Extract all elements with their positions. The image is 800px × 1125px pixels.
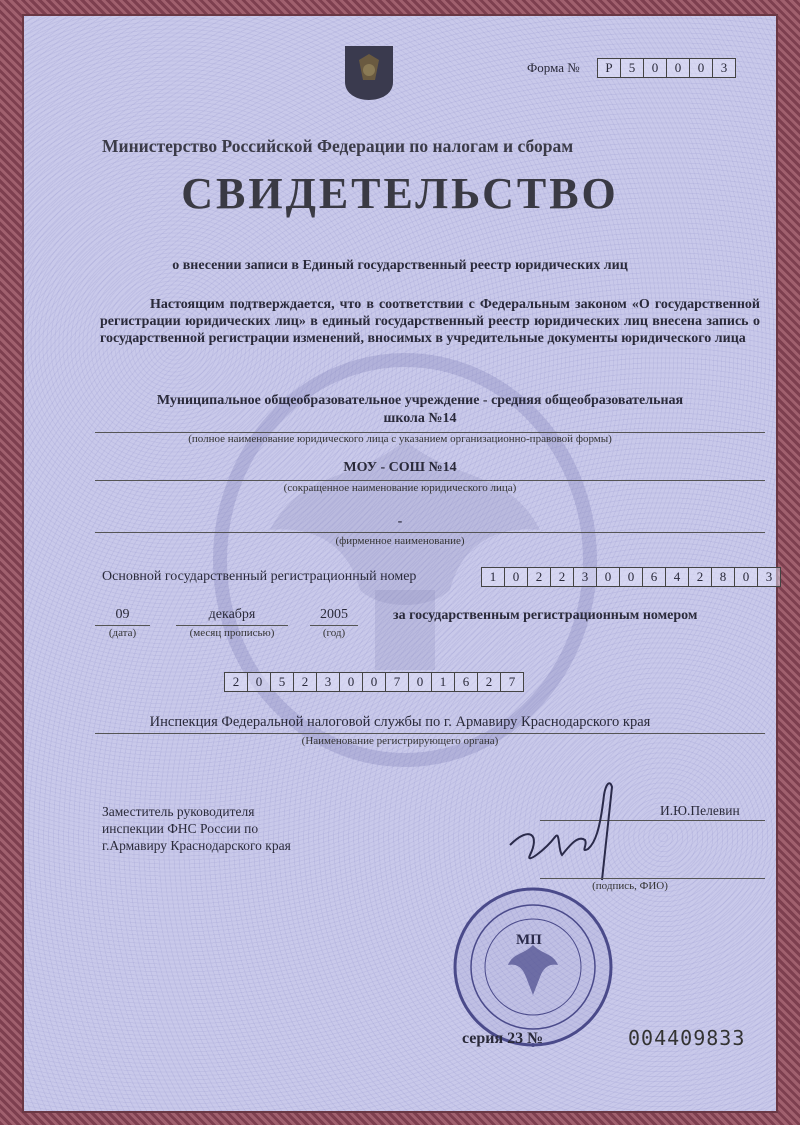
- form-number-label: Форма №: [527, 60, 580, 75]
- ogrn-digit: 3: [757, 567, 781, 587]
- signer-position: Заместитель руководителя инспекции ФНС России по г.Армавиру Краснодарского края: [102, 804, 291, 853]
- reg-digit: 2: [224, 672, 248, 692]
- ogrn-label: Основной государственный регистрационный номер: [102, 569, 417, 584]
- date-year-caption: (год): [322, 627, 346, 639]
- reg-digit: 0: [339, 672, 363, 692]
- reg-digit: 0: [247, 672, 271, 692]
- form-code-cell: 3: [712, 58, 736, 78]
- org-full-name-line2: школа №14: [383, 411, 457, 426]
- reg-digit: 2: [477, 672, 501, 692]
- org-short-name-underline: [95, 480, 765, 481]
- date-day-caption: (дата): [108, 627, 137, 639]
- series-number: 004409833: [628, 1026, 746, 1050]
- stamp-mark: МП: [516, 932, 542, 948]
- ogrn-digit: 8: [711, 567, 735, 587]
- ogrn-digit: 0: [596, 567, 620, 587]
- ministry-name: Министерство Российской Федерации по налогам и сборам: [102, 136, 574, 156]
- form-code-cells: [598, 58, 736, 78]
- handwritten-signature: [500, 775, 630, 885]
- reg-digit: 6: [454, 672, 478, 692]
- form-code-cell: 0: [643, 58, 667, 78]
- reg-digit: 3: [316, 672, 340, 692]
- ogrn-digit: 2: [550, 567, 574, 587]
- registering-authority-underline: [95, 733, 765, 734]
- ogrn-digit: 3: [573, 567, 597, 587]
- document-title: СВИДЕТЕЛЬСТВО: [181, 169, 619, 218]
- registering-authority-caption: (Наименование регистрирующего органа): [301, 735, 499, 747]
- date-month-underline: [176, 625, 288, 626]
- series-label: серия 23 №: [462, 1030, 544, 1047]
- statement-text: Настоящим подтверждается, что в соответствии с Федеральным законом «О государственной регистрации юридических лиц» в единый государственный реестр юридических лиц внесена запись о государственной регистрации изменений, вносимых в учредительные документы юридического лица: [100, 297, 760, 346]
- form-code-cell: 5: [620, 58, 644, 78]
- org-full-name: [60, 392, 780, 428]
- ogrn-digit: 6: [642, 567, 666, 587]
- ogrn-cells: [482, 567, 781, 587]
- date-month: декабря: [208, 607, 256, 622]
- emblem-icon: [341, 42, 397, 102]
- ogrn-digit: 4: [665, 567, 689, 587]
- org-full-name-caption: (полное наименование юридического лица с указанием организационно-правовой формы): [188, 433, 612, 445]
- date-day-underline: [95, 625, 150, 626]
- statement-paragraph: [100, 296, 760, 347]
- ogrn-digit: 0: [619, 567, 643, 587]
- registering-authority: Инспекция Федеральной налоговой службы по г. Армавиру Краснодарского края: [149, 714, 651, 730]
- signature-underline: [540, 878, 765, 879]
- reg-digit: 0: [408, 672, 432, 692]
- org-full-name-line1: Муниципальное общеобразовательное учреждение - средняя общеобразовательная: [156, 393, 684, 408]
- reg-digit: 1: [431, 672, 455, 692]
- org-short-name-caption: (сокращенное наименование юридического лица): [283, 482, 517, 494]
- org-short-name: МОУ - СОШ №14: [343, 460, 457, 475]
- registration-number-cells: [225, 672, 524, 692]
- registration-number-label: за государственным регистрационным номером: [393, 608, 698, 623]
- org-firm-name-caption: (фирменное наименование): [335, 535, 465, 547]
- form-code-cell: 0: [666, 58, 690, 78]
- signer-name: И.Ю.Пелевин: [660, 803, 740, 818]
- date-year-underline: [310, 625, 358, 626]
- document-subtitle: о внесении записи в Единый государственный реестр юридических лиц: [172, 258, 628, 273]
- date-year: 2005: [320, 607, 348, 622]
- ogrn-digit: 2: [688, 567, 712, 587]
- ogrn-digit: 2: [527, 567, 551, 587]
- ogrn-digit: 0: [504, 567, 528, 587]
- org-firm-name: -: [397, 514, 403, 529]
- official-stamp: [448, 885, 618, 1050]
- date-month-caption: (месяц прописью): [189, 627, 275, 639]
- reg-digit: 0: [362, 672, 386, 692]
- ogrn-digit: 1: [481, 567, 505, 587]
- org-firm-name-underline: [95, 532, 765, 533]
- reg-digit: 7: [500, 672, 524, 692]
- signature-caption: (подпись, ФИО): [592, 880, 668, 892]
- reg-digit: 5: [270, 672, 294, 692]
- form-code-cell: Р: [597, 58, 621, 78]
- reg-digit: 7: [385, 672, 409, 692]
- reg-digit: 2: [293, 672, 317, 692]
- form-code-cell: 0: [689, 58, 713, 78]
- date-day: 09: [115, 607, 130, 622]
- ogrn-digit: 0: [734, 567, 758, 587]
